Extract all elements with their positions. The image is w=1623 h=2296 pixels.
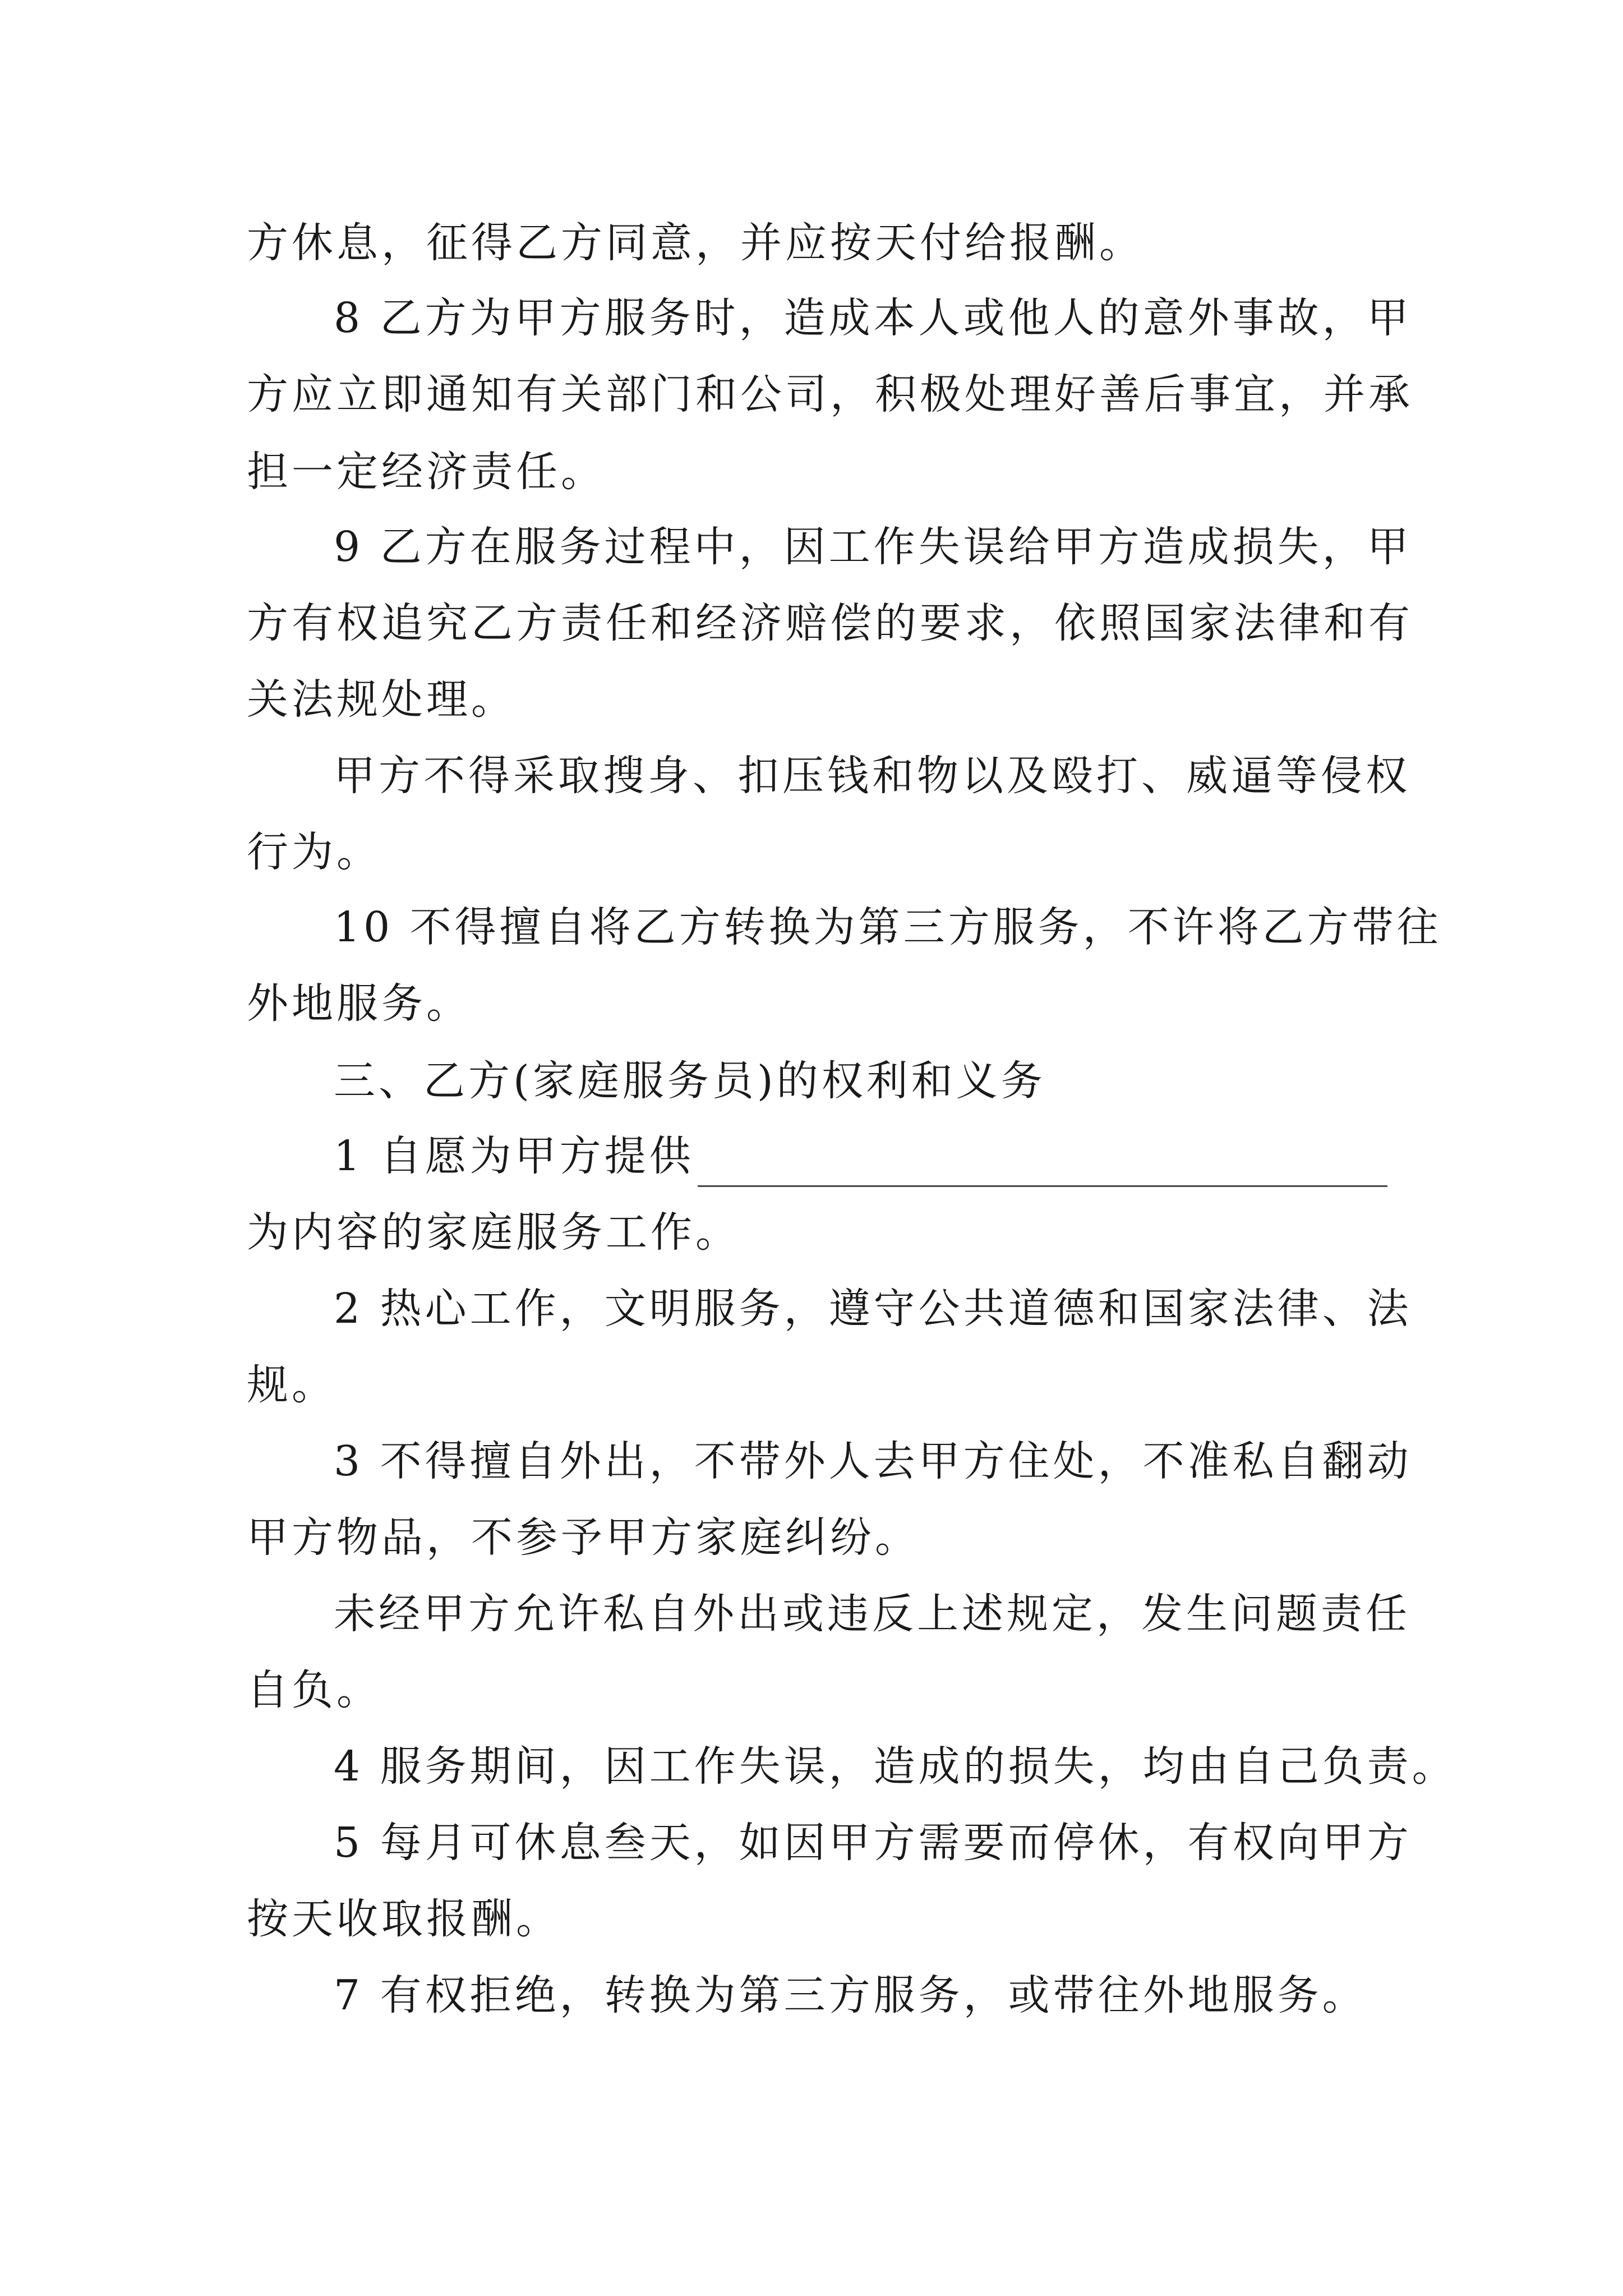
text-line: 担一定经济责任。 bbox=[247, 448, 606, 496]
text-line: 方休息，征得乙方同意，并应按天付给报酬。 bbox=[247, 219, 1144, 267]
clause-10-text: 10 不得擅自将乙方转换为第三方服务，不许将乙方带往 bbox=[334, 903, 1442, 951]
clause-7-text: 7 有权拒绝，转换为第三方服务，或带往外地服务。 bbox=[334, 1971, 1367, 2019]
clause-3-text: 3 不得擅自外出，不带外人去甲方住处，不准私自翻动 bbox=[334, 1437, 1412, 1485]
paragraph-text: 未经甲方允许私自外出或违反上述规定，发生问题责任 bbox=[334, 1590, 1410, 1638]
text-line: 规。 bbox=[247, 1361, 336, 1409]
text-line: 关法规处理。 bbox=[247, 675, 516, 724]
clause-8-text: 8 乙方为甲方服务时，造成本人或他人的意外事故，甲 bbox=[334, 294, 1412, 342]
paragraph-text: 甲方不得采取搜身、扣压钱和物以及殴打、威逼等侵权 bbox=[334, 752, 1410, 800]
text-line: 为内容的家庭服务工作。 bbox=[247, 1208, 740, 1257]
fill-in-blank[interactable] bbox=[698, 1145, 1387, 1187]
section-heading: 三、乙方(家庭服务员)的权利和义务 bbox=[334, 1057, 1046, 1105]
text-line: 方应立即通知有关部门和公司，积极处理好善后事宜，并承 bbox=[247, 370, 1413, 418]
clause-9-text: 9 乙方在服务过程中，因工作失误给甲方造成损失，甲 bbox=[334, 523, 1412, 571]
clause-1-text bbox=[334, 1125, 1387, 1187]
clause-1-label: 1 自愿为甲方提供 bbox=[334, 1132, 694, 1180]
text-line: 按天收取报酬。 bbox=[247, 1895, 561, 1943]
text-line: 甲方物品，不参予甲方家庭纠纷。 bbox=[247, 1513, 920, 1562]
clause-2-text: 2 热心工作，文明服务，遵守公共道德和国家法律、法 bbox=[334, 1285, 1412, 1333]
text-line: 自负。 bbox=[247, 1666, 381, 1714]
text-line: 外地服务。 bbox=[247, 979, 471, 1028]
text-line: 方有权追究乙方责任和经济赔偿的要求，依照国家法律和有 bbox=[247, 599, 1413, 647]
text-line: 行为。 bbox=[247, 828, 381, 876]
clause-4-text: 4 服务期间，因工作失误，造成的损失，均由自己负责。 bbox=[334, 1742, 1457, 1791]
clause-5-text: 5 每月可休息叁天，如因甲方需要而停休，有权向甲方 bbox=[334, 1819, 1412, 1867]
